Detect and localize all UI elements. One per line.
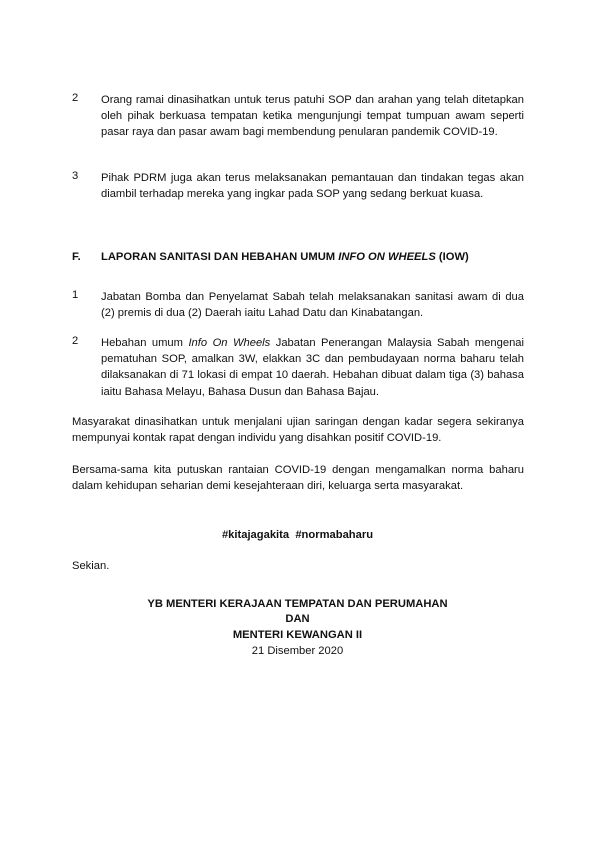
list-item: [72, 92, 524, 141]
closing-paragraph: Bersama-sama kita putuskan rantaian COVID-19 dengan mengamalkan norma baharu dalam kehidupan seharian demi kesejahteraan diri, keluarga serta masyarakat.: [72, 464, 524, 493]
signature-line-1: YB MENTERI KERAJAAN TEMPATAN DAN PERUMAHAN: [147, 598, 448, 610]
item-number: 3: [72, 170, 79, 182]
advice-paragraph: Masyarakat dinasihatkan untuk menjalani ujian saringan dengan kadar segera sekiranya mempunyai kontak rapat dengan individu yang disahkan positif COVID-19.: [72, 416, 524, 445]
signature-line-2: DAN: [285, 613, 310, 625]
item-text-part: Hebahan umum: [101, 337, 189, 349]
list-item: [72, 170, 524, 202]
item-text-part: Jabatan Penerangan Malaysia Sabah mengenai pematuhan SOP, amalkan 3W, elakkan 3C dan pembudayaan norma baharu telah dilaksanakan di 71 lokasi di empat 10 daerah. Hebahan dibuat dalam tiga (3) bahasa iaitu Bahasa Melayu, Bahasa Dusun dan Bahasa Bajau.: [101, 337, 524, 398]
item-text: [101, 335, 524, 400]
list-item: [72, 335, 524, 400]
item-text: Jabatan Bomba dan Penyelamat Sabah telah melaksanakan sanitasi awam di dua (2) premis di dua (2) Daerah iaitu Lahad Datu dan Kinabatangan.: [101, 291, 524, 320]
section-title-part: (IOW): [435, 251, 469, 263]
item-text: Pihak PDRM juga akan terus melaksanakan pemantauan dan tindakan tegas akan diambil terhadap mereka yang ingkar pada SOP yang sedang berkuat kuasa.: [101, 172, 524, 201]
sekian-text: Sekian.: [72, 560, 110, 572]
signature-date: 21 Disember 2020: [251, 645, 344, 657]
item-number: 2: [72, 335, 79, 347]
item-number: 1: [72, 289, 79, 301]
item-text: Orang ramai dinasihatkan untuk terus patuhi SOP dan arahan yang telah ditetapkan oleh pihak berkuasa tempatan ketika mengunjungi tempat tumpuan awam seperti pasar raya dan pasar awam bagi membendung penularan pandemik COVID-19.: [101, 94, 524, 139]
item-text-italic: Info On Wheels: [188, 337, 271, 349]
section-title-part: LAPORAN SANITASI DAN HEBAHAN UMUM: [101, 251, 339, 263]
hashtags: #kitajagakita #normabaharu: [221, 529, 374, 541]
section-letter: F.: [72, 251, 81, 263]
section-title-italic: INFO ON WHEELS: [338, 251, 436, 263]
item-number: 2: [72, 92, 79, 104]
section-title: [101, 251, 469, 263]
signature-line-3: MENTERI KEWANGAN II: [232, 629, 363, 641]
list-item: [72, 289, 524, 321]
